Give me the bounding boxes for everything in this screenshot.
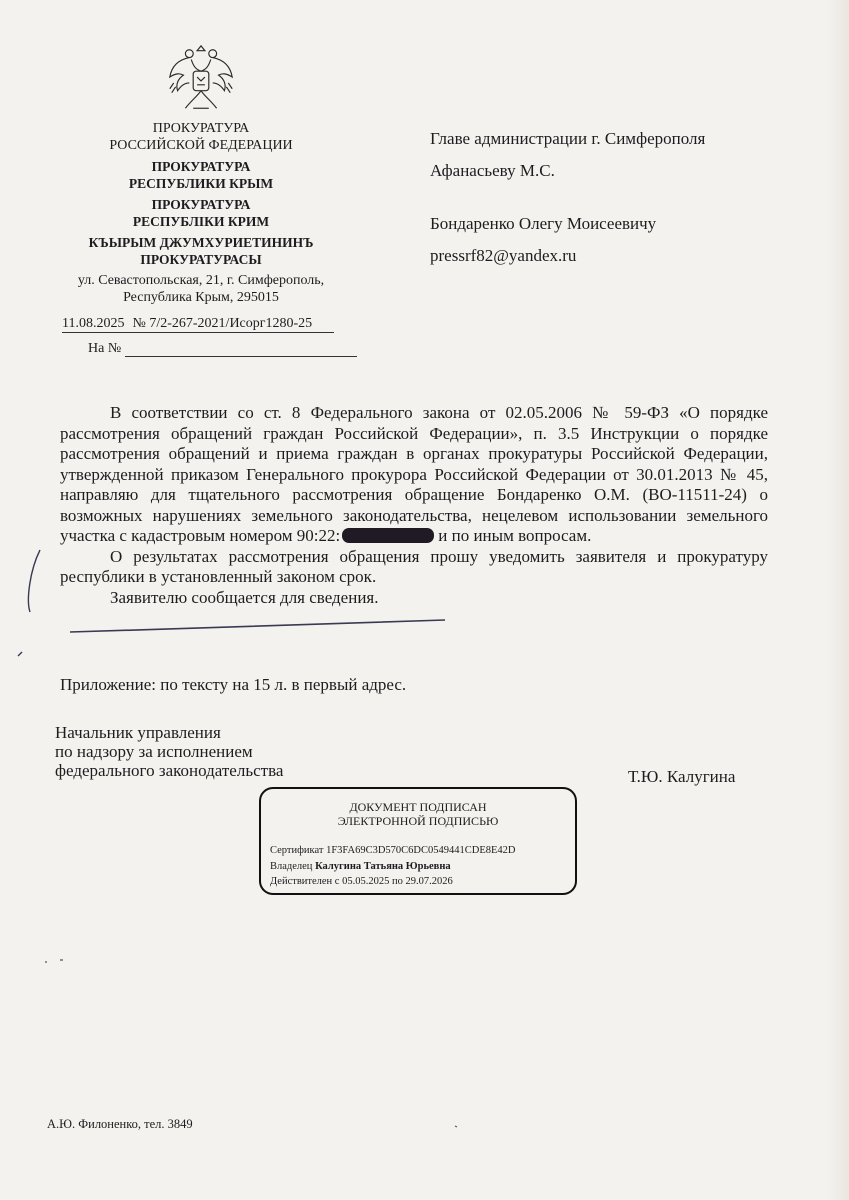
margin-stroke bbox=[28, 550, 40, 612]
body-paragraph-1-tail: и по иным вопросам. bbox=[438, 526, 592, 545]
org-name-federal bbox=[60, 120, 342, 154]
annex-line: Приложение: по тексту на 15 л. в первый адрес. bbox=[60, 675, 407, 694]
reply-to-line bbox=[88, 340, 357, 357]
stamp-owner-row bbox=[270, 861, 451, 872]
org-name-federal-line2: РОССИЙСКОЙ ФЕДЕРАЦИИ bbox=[109, 138, 293, 153]
executor-footer: А.Ю. Филоненко, тел. 3849 bbox=[47, 1117, 193, 1131]
org-name-ukrainian bbox=[60, 196, 342, 230]
addressee-line3: Бондаренко Олегу Моисеевичу bbox=[430, 214, 657, 233]
org-name-crimean-tatar bbox=[60, 234, 342, 268]
handwritten-underline bbox=[70, 620, 445, 632]
org-name-crimean-tatar-line2: ПРОКУРАТУРАСЫ bbox=[140, 252, 262, 267]
stamp-validity-row bbox=[270, 876, 453, 887]
addressee-line2: Афанасьеву М.С. bbox=[430, 161, 555, 180]
stamp-owner-label: Владелец bbox=[270, 861, 313, 872]
org-name-ukrainian-line2: РЕСПУБЛIКИ КРИМ bbox=[132, 214, 270, 229]
stamp-valid-to-label: по bbox=[391, 876, 403, 887]
stamp-certificate-label: Сертификат bbox=[270, 845, 324, 856]
electronic-signature-stamp bbox=[259, 787, 577, 895]
scan-specks bbox=[45, 960, 457, 1127]
org-name-russian bbox=[60, 158, 342, 192]
signatory-title-line2: по надзору за исполнением bbox=[55, 742, 253, 761]
org-address-line2: Республика Крым, 295015 bbox=[123, 290, 279, 305]
stamp-owner-value: Калугина Татьяна Юрьевна bbox=[315, 861, 451, 872]
org-address bbox=[60, 272, 342, 306]
stamp-title-line1: ДОКУМЕНТ ПОДПИСАН bbox=[349, 800, 487, 814]
body-paragraph-2: О результатах рассмотрения обращения прошу уведомить заявителя и прокуратуру республики в установленный законом срок. bbox=[60, 546, 768, 586]
reply-to-blank bbox=[125, 342, 357, 357]
stamp-certificate-value: 1F3FA69C3D570C6DC0549441CDE8E42D bbox=[326, 845, 516, 856]
org-name-ukrainian-line1: ПРОКУРАТУРА bbox=[151, 197, 251, 212]
registration-line bbox=[62, 315, 334, 333]
org-name-russian-line2: РЕСПУБЛИКИ КРЫМ bbox=[128, 176, 274, 191]
addressee-line1: Главе администрации г. Симферополя bbox=[430, 129, 706, 148]
redaction-mark bbox=[342, 528, 434, 543]
body-paragraph-1-text: В соответствии со ст. 8 Федерального закона от 02.05.2006 № 59-ФЗ «О порядке рассмотрения обращений граждан Российской Федерации», п. 3.5 Инструкции о порядке рассмотрения обращений и приема граждан в органах прокуратуры Российской Федерации, утвержденной приказом Генерального прокурора Российской Федерации от 30.01.2013 № 45, направляю для тщательного рассмотрения обращение Бондаренко О.М. (ВО-11511-24) о возможных нарушениях земельного законодательства, нецелевом использовании земельного участка с кадастровым номером 90:22: bbox=[60, 403, 768, 545]
registration-date: 11.08.2025 bbox=[62, 316, 125, 331]
stamp-certificate-row bbox=[270, 845, 516, 856]
stamp-title bbox=[261, 800, 575, 828]
org-name-crimean-tatar-line1: КЪЫРЫМ ДЖУМХУРИЕТИНИНЪ bbox=[88, 235, 314, 250]
signatory-title-line1: Начальник управления bbox=[55, 723, 221, 742]
signatory-title bbox=[55, 723, 283, 780]
body-paragraph-1 bbox=[60, 403, 768, 547]
scan-page-edge bbox=[827, 0, 849, 1200]
letter-body bbox=[60, 403, 768, 608]
addressee-email: pressrf82@yandex.ru bbox=[430, 246, 577, 265]
org-address-line1: ул. Севастопольская, 21, г. Симферополь, bbox=[77, 273, 325, 288]
registration-number: № 7/2-267-2021/Исорг1280-25 bbox=[132, 316, 313, 331]
margin-tick bbox=[18, 652, 22, 656]
stamp-valid-to: 29.07.2026 bbox=[405, 876, 453, 887]
coat-of-arms-emblem bbox=[162, 40, 240, 118]
stamp-title-line2: ЭЛЕКТРОННОЙ ПОДПИСЬЮ bbox=[337, 814, 499, 828]
org-name-federal-line1: ПРОКУРАТУРА bbox=[152, 121, 250, 136]
body-paragraph-3: Заявителю сообщается для сведения. bbox=[110, 587, 379, 607]
org-name-russian-line1: ПРОКУРАТУРА bbox=[151, 159, 251, 174]
reply-to-label: На № bbox=[88, 341, 122, 356]
signatory-name: Т.Ю. Калугина bbox=[628, 767, 736, 786]
stamp-valid-from: 05.05.2025 bbox=[342, 876, 390, 887]
stamp-valid-label: Действителен с bbox=[270, 876, 340, 887]
signatory-title-line3: федерального законодательства bbox=[55, 761, 284, 780]
